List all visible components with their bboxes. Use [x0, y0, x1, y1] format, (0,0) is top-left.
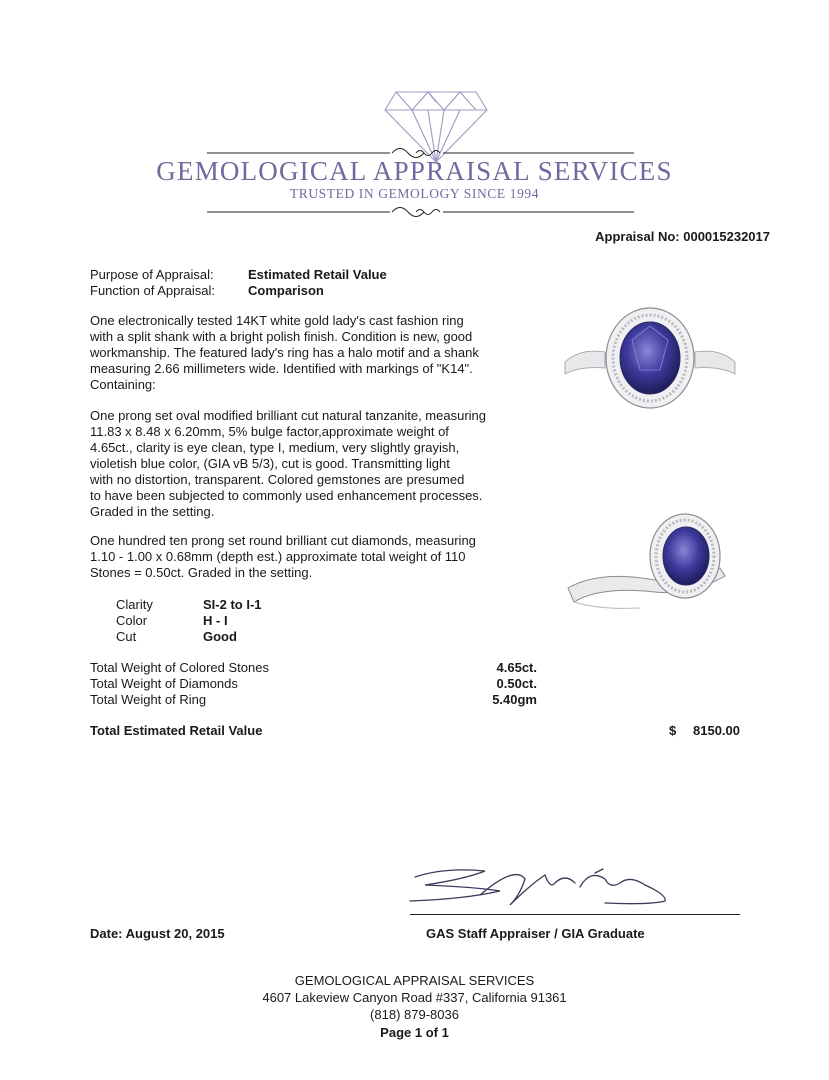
- currency-symbol: $: [669, 723, 677, 738]
- total-value-label: Total Estimated Retail Value: [90, 723, 263, 738]
- purpose-label: Purpose of Appraisal:: [90, 267, 214, 282]
- page-number: Page 1 of 1: [380, 1025, 449, 1040]
- bottom-divider: [207, 208, 634, 217]
- footer-address: 4607 Lakeview Canyon Road #337, California 91361: [262, 990, 567, 1005]
- appraiser-signature: [405, 855, 705, 915]
- brand-name: GEMOLOGICAL APPRAISAL SERVICES: [156, 156, 673, 186]
- total-ring-weight-label: Total Weight of Ring: [90, 692, 207, 707]
- total-colored-stones-value: 4.65ct.: [496, 660, 537, 675]
- diamond-outline-icon: [385, 92, 487, 162]
- footer-phone: (818) 879-8036: [370, 1007, 459, 1022]
- signature-line: [410, 914, 740, 915]
- center-stone-description: One prong set oval modified brilliant cut natural tanzanite, measuring 11.83 x 8.48 x 6.20mm, 5% bulge factor,approximate weight of 4.65ct., clarity is eye clean, type I, medium, very slightly grayish, violetish blue color, (GIA vB 5/3), cut is good. Transmitting light with no distortion, transparent. Colored gemstones are presumed to have been subjected to commonly used enhancement processes. Graded in the setting.: [90, 408, 486, 519]
- total-diamonds-value: 0.50ct.: [496, 676, 537, 691]
- ring-photo-side: [560, 510, 740, 625]
- footer-company: GEMOLOGICAL APPRAISAL SERVICES: [294, 973, 535, 988]
- brand-tagline: TRUSTED IN GEMOLOGY SINCE 1994: [289, 186, 540, 201]
- total-diamonds-label: Total Weight of Diamonds: [90, 676, 238, 691]
- grade-value-color: H - I: [203, 613, 228, 628]
- ring-description: One electronically tested 14KT white gold lady's cast fashion ring with a split shank with a bright polish finish. Condition is new, good workmanship. The featured lady's ring has a halo motif and a shank measuring 2.66 millimeters wide. Identified with markings of "K14". Containing:: [90, 313, 479, 392]
- total-colored-stones-label: Total Weight of Colored Stones: [90, 660, 269, 675]
- appraisal-number: Appraisal No: 000015232017: [595, 229, 770, 244]
- grade-label-cut: Cut: [116, 629, 137, 644]
- appraiser-title: GAS Staff Appraiser / GIA Graduate: [426, 926, 645, 941]
- grade-value-clarity: SI-2 to I-1: [203, 597, 262, 612]
- grade-value-cut: Good: [203, 629, 237, 644]
- ring-photo-top: [560, 300, 740, 415]
- total-value-amount: 8150.00: [693, 723, 740, 738]
- grade-label-color: Color: [116, 613, 148, 628]
- purpose-value: Estimated Retail Value: [248, 267, 387, 282]
- grade-label-clarity: Clarity: [116, 597, 153, 612]
- function-value: Comparison: [248, 283, 324, 298]
- appraisal-date: Date: August 20, 2015: [90, 926, 225, 941]
- total-ring-weight-value: 5.40gm: [492, 692, 537, 707]
- diamonds-description: One hundred ten prong set round brilliant cut diamonds, measuring 1.10 - 1.00 x 0.68mm (depth est.) approximate total weight of 110 Stones = 0.50ct. Graded in the setting.: [90, 533, 476, 580]
- function-label: Function of Appraisal:: [90, 283, 216, 298]
